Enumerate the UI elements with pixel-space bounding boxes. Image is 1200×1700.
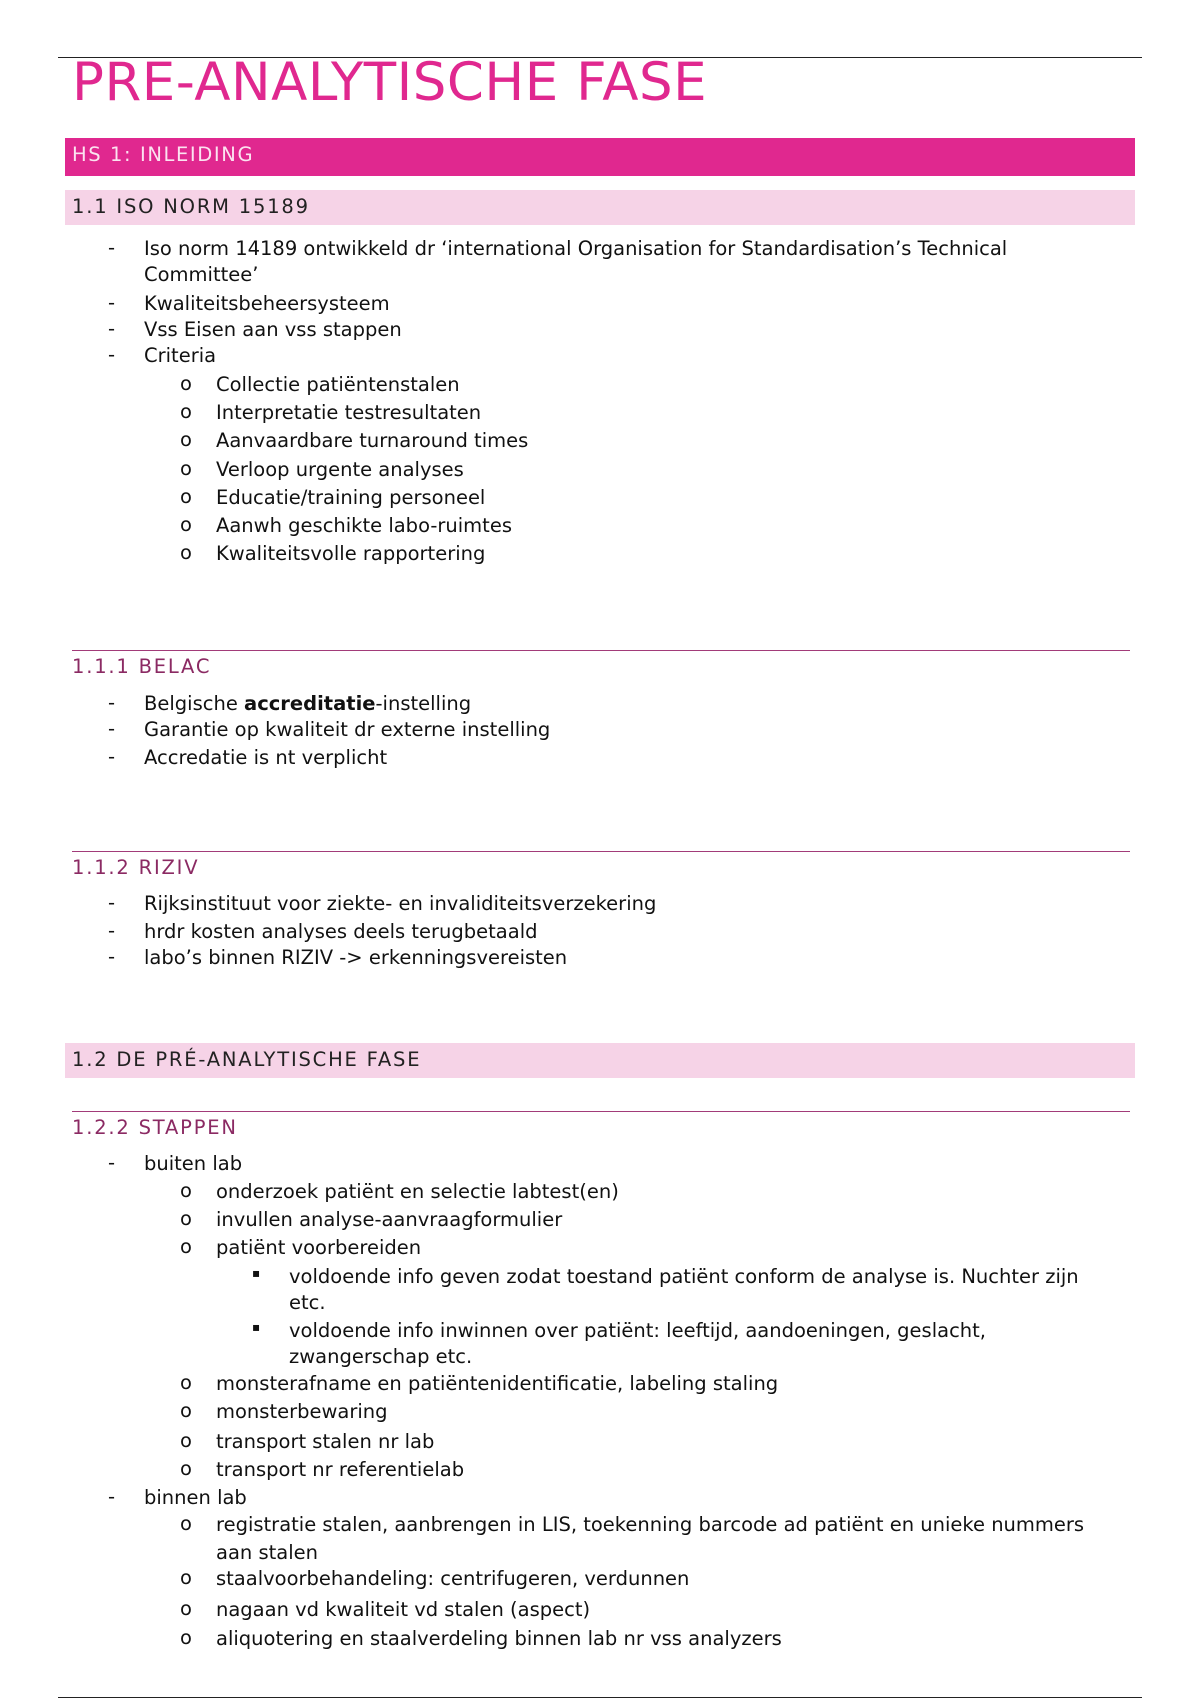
list-item-text: invullen analyse-aanvraagformulier	[216, 1208, 563, 1231]
subsection-heading-steps: 1.2.2 STAPPEN	[72, 1111, 1130, 1139]
sub-list-item	[0, 541, 1200, 567]
list-item-text: onderzoek patiënt en selectie labtest(en)	[216, 1180, 619, 1203]
list-item-text: Educatie/training personeel	[216, 486, 486, 509]
list-item-text: voldoende info geven zodat toestand patiënt conform de analyse is. Nuchter zijn	[289, 1265, 1079, 1288]
list-item	[0, 919, 1200, 945]
dash-bullet: -	[108, 317, 116, 340]
list-item-text: Collectie patiëntenstalen	[216, 373, 460, 396]
list-item-text: monsterbewaring	[216, 1400, 388, 1423]
sub-list-item	[0, 1566, 1200, 1592]
bottom-rule	[58, 1697, 1142, 1698]
sub-sub-list-item	[0, 1318, 1200, 1344]
circle-bullet: o	[180, 1457, 192, 1480]
circle-bullet: o	[180, 1626, 192, 1649]
list-item	[0, 891, 1200, 917]
sub-list-item	[0, 1597, 1200, 1623]
dash-bullet: -	[108, 945, 116, 968]
list-item-text: nagaan vd kwaliteit vd stalen (aspect)	[216, 1598, 591, 1621]
section-heading-pre-analytic: 1.2 DE PRÉ-ANALYTISCHE FASE	[65, 1043, 1135, 1078]
list-item-text: Rijksinstituut voor ziekte- en invaliditeitsverzekering	[144, 892, 657, 915]
list-item-text: buiten lab	[144, 1152, 243, 1175]
list-item	[0, 343, 1200, 369]
circle-bullet: o	[180, 1429, 192, 1452]
dash-bullet: -	[108, 236, 116, 259]
list-item-text: aliquotering en staalverdeling binnen lab nr vss analyzers	[216, 1627, 782, 1650]
sub-list-item	[0, 1512, 1200, 1538]
section-heading-iso: 1.1 ISO NORM 15189	[65, 190, 1135, 225]
circle-bullet: o	[180, 428, 192, 451]
list-item-text: Interpretatie testresultaten	[216, 401, 482, 424]
dash-bullet: -	[108, 291, 116, 314]
dash-bullet: -	[108, 691, 116, 714]
dash-bullet: -	[108, 1151, 116, 1174]
circle-bullet: o	[180, 541, 192, 564]
list-item	[0, 236, 1200, 262]
list-item-text: transport nr referentielab	[216, 1458, 465, 1481]
list-item-text: voldoende info inwinnen over patiënt: leeftijd, aandoeningen, geslacht,	[289, 1319, 987, 1342]
circle-bullet: o	[180, 372, 192, 395]
list-item	[0, 1485, 1200, 1511]
sub-list-item	[0, 372, 1200, 398]
list-item-text: aan stalen	[216, 1541, 318, 1564]
list-item-text: Garantie op kwaliteit dr externe instelling	[144, 718, 551, 741]
sub-list-item	[0, 400, 1200, 426]
dash-bullet: -	[108, 891, 116, 914]
list-item-continuation	[0, 1290, 1200, 1316]
list-item	[0, 691, 1200, 717]
list-item-text: labo’s binnen RIZIV -> erkenningsvereisten	[144, 946, 568, 969]
circle-bullet: o	[180, 400, 192, 423]
sub-list-item	[0, 1429, 1200, 1455]
page-title: PRE-ANALYTISCHE FASE	[72, 52, 708, 113]
sub-list-item	[0, 513, 1200, 539]
list-item-text: Verloop urgente analyses	[216, 458, 464, 481]
sub-list-item	[0, 1179, 1200, 1205]
list-item-text: Kwaliteitsbeheersysteem	[144, 292, 390, 315]
sub-list-item	[0, 1399, 1200, 1425]
circle-bullet: o	[180, 1399, 192, 1422]
list-item	[0, 1151, 1200, 1177]
circle-bullet: o	[180, 1179, 192, 1202]
dash-bullet: -	[108, 343, 116, 366]
list-item-continuation	[0, 1540, 1200, 1566]
dash-bullet: -	[108, 1485, 116, 1508]
sub-list-item	[0, 1457, 1200, 1483]
sub-list-item	[0, 1371, 1200, 1397]
list-item-text: hrdr kosten analyses deels terugbetaald	[144, 920, 538, 943]
sub-list-item	[0, 457, 1200, 483]
list-item-text: Iso norm 14189 ontwikkeld dr ‘international Organisation for Standardisation’s Technical	[144, 237, 1008, 260]
list-item-text: staalvoorbehandeling: centrifugeren, verdunnen	[216, 1567, 690, 1590]
list-item	[0, 291, 1200, 317]
list-item-text: registratie stalen, aanbrengen in LIS, toekenning barcode ad patiënt en unieke nummers	[216, 1513, 1085, 1536]
list-item-continuation	[0, 1344, 1200, 1370]
dash-bullet: -	[108, 717, 116, 740]
list-item-text: Vss Eisen aan vss stappen	[144, 318, 402, 341]
bold-term: accreditatie	[244, 692, 376, 715]
sub-list-item	[0, 1235, 1200, 1261]
list-item-text: monsterafname en patiëntenidentificatie, labeling staling	[216, 1372, 779, 1395]
circle-bullet: o	[180, 485, 192, 508]
subsection-heading-riziv: 1.1.2 RIZIV	[72, 851, 1130, 879]
list-item	[0, 745, 1200, 771]
list-item	[0, 945, 1200, 971]
list-item-text: Criteria	[144, 344, 217, 367]
list-item-text: Aanwh geschikte labo-ruimtes	[216, 514, 512, 537]
chapter-heading: HS 1: INLEIDING	[65, 138, 1135, 176]
dash-bullet: -	[108, 919, 116, 942]
circle-bullet: o	[180, 1235, 192, 1258]
list-item-text: transport stalen nr lab	[216, 1430, 435, 1453]
list-item-text: Kwaliteitsvolle rapportering	[216, 542, 486, 565]
circle-bullet: o	[180, 1512, 192, 1535]
list-item-text: zwangerschap etc.	[289, 1345, 473, 1368]
circle-bullet: o	[180, 1371, 192, 1394]
list-item-continuation	[0, 262, 1200, 288]
square-bullet: ▪	[252, 1266, 261, 1280]
dash-bullet: -	[108, 745, 116, 768]
list-item-text: Aanvaardbare turnaround times	[216, 429, 529, 452]
list-item-text: binnen lab	[144, 1486, 247, 1509]
sub-list-item	[0, 1626, 1200, 1652]
text-run: -instelling	[375, 692, 472, 715]
sub-sub-list-item	[0, 1264, 1200, 1290]
list-item	[0, 317, 1200, 343]
list-item-text: Accredatie is nt verplicht	[144, 746, 388, 769]
list-item-text	[144, 691, 471, 717]
circle-bullet: o	[180, 457, 192, 480]
circle-bullet: o	[180, 1207, 192, 1230]
list-item	[0, 717, 1200, 743]
circle-bullet: o	[180, 1597, 192, 1620]
list-item-text: etc.	[289, 1291, 326, 1314]
subsection-heading-belac: 1.1.1 BELAC	[72, 650, 1130, 678]
sub-list-item	[0, 485, 1200, 511]
text-run: Belgische	[144, 692, 245, 715]
circle-bullet: o	[180, 513, 192, 536]
sub-list-item	[0, 1207, 1200, 1233]
circle-bullet: o	[180, 1566, 192, 1589]
list-item-text: patiënt voorbereiden	[216, 1236, 422, 1259]
list-item-text: Committee’	[144, 263, 259, 286]
square-bullet: ▪	[252, 1320, 261, 1334]
sub-list-item	[0, 428, 1200, 454]
